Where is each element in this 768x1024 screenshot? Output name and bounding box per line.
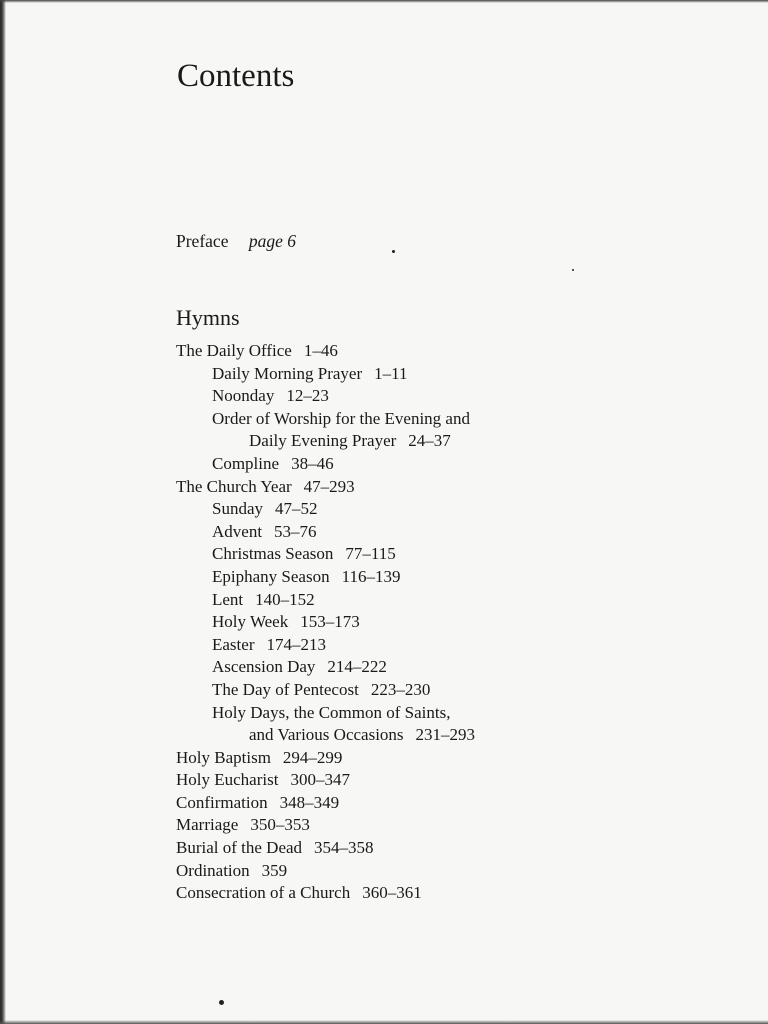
toc-entry-range: 116–139 [341, 566, 401, 586]
toc-entry [176, 363, 736, 386]
toc-entry-range: 294–299 [282, 747, 343, 767]
toc-entry [176, 521, 736, 544]
scan-speck [392, 250, 395, 253]
toc-entry-title: The Day of Pentecost [212, 679, 359, 699]
scan-edge-left [0, 0, 6, 1024]
toc-entry-title: Holy Week [212, 612, 289, 632]
toc-entry [176, 860, 736, 883]
toc-entry [176, 837, 736, 860]
toc-entry [176, 430, 736, 453]
toc-entry-title: Easter [212, 634, 255, 654]
scan-speck [572, 269, 574, 271]
toc-entry [176, 453, 736, 476]
toc-entry [176, 769, 736, 792]
toc-entry [176, 340, 736, 363]
toc-entry-title: Order of Worship for the Evening and [212, 408, 470, 428]
toc-entry [176, 385, 736, 408]
toc-entry-title: Ascension Day [212, 657, 316, 677]
toc-entry-title: Holy Days, the Common of Saints, [212, 702, 451, 722]
toc-entry-range: 360–361 [362, 883, 422, 903]
toc-entry-range: 348–349 [279, 792, 340, 812]
toc-entry-title: Holy Eucharist [176, 770, 279, 790]
toc-entry-title: Marriage [176, 815, 239, 835]
toc-entry [176, 814, 736, 837]
toc-entry-range: 153–173 [300, 612, 360, 632]
preface-entry [176, 230, 296, 252]
toc-entry-title: Confirmation [176, 792, 268, 812]
toc-entry-title: Holy Baptism [176, 747, 271, 767]
table-of-contents [176, 340, 736, 905]
toc-entry [176, 724, 736, 747]
toc-entry-title: Compline [212, 453, 280, 473]
page-title: Contents [177, 58, 295, 94]
toc-entry-range: 231–293 [415, 725, 476, 745]
toc-entry [176, 679, 736, 702]
preface-label: Preface [176, 231, 229, 251]
toc-entry-range: 38–46 [291, 453, 334, 473]
toc-entry-title: Advent [212, 521, 263, 541]
toc-entry-title: and Various Occasions [249, 725, 404, 745]
toc-entry-title: Lent [212, 589, 244, 609]
toc-entry-range: 174–213 [266, 634, 326, 654]
toc-entry [176, 747, 736, 770]
toc-entry-title: Epiphany Season [212, 566, 330, 586]
toc-entry-range: 47–293 [303, 476, 355, 496]
toc-entry-range: 1–46 [303, 341, 338, 360]
toc-entry-title: Burial of the Dead [176, 838, 303, 858]
scan-speck [219, 1000, 224, 1005]
toc-entry-range: 77–115 [345, 544, 396, 564]
toc-entry-title: Sunday [212, 499, 263, 519]
toc-entry-range: 300–347 [290, 770, 350, 790]
toc-entry-title: Daily Morning Prayer [212, 363, 363, 383]
toc-entry [176, 498, 736, 521]
toc-entry-range: 53–76 [274, 521, 317, 541]
toc-entry [176, 408, 736, 431]
toc-entry-title: Daily Evening Prayer [249, 431, 397, 451]
toc-entry [176, 611, 736, 634]
toc-entry [176, 589, 736, 612]
toc-entry-range: 12–23 [286, 386, 329, 406]
toc-entry-title: Ordination [176, 860, 250, 880]
toc-entry [176, 634, 736, 657]
toc-entry-range: 140–152 [255, 589, 315, 609]
toc-entry [176, 543, 736, 566]
toc-entry [176, 566, 736, 589]
toc-entry [176, 702, 736, 725]
toc-entry-range: 223–230 [370, 679, 431, 699]
toc-entry-range: 24–37 [408, 431, 451, 451]
preface-page: page 6 [248, 231, 296, 251]
toc-entry-range: 350–353 [250, 815, 310, 835]
toc-entry-range: 359 [261, 860, 288, 880]
section-heading-hymns: Hymns [176, 305, 240, 330]
toc-entry [176, 882, 736, 905]
toc-entry-range: 214–222 [327, 657, 387, 677]
toc-entry-title: The Daily Office [176, 341, 292, 360]
toc-entry-title: Consecration of a Church [176, 883, 351, 903]
toc-entry [176, 792, 736, 815]
toc-entry [176, 476, 736, 499]
toc-entry [176, 656, 736, 679]
toc-entry-range: 47–52 [275, 499, 318, 519]
toc-entry-title: Noonday [212, 386, 275, 406]
scan-edge-bottom [0, 1020, 768, 1024]
toc-entry-range: 354–358 [314, 838, 374, 858]
toc-entry-range: 1–11 [374, 363, 408, 383]
toc-entry-title: Christmas Season [212, 544, 334, 564]
toc-entry-title: The Church Year [176, 476, 292, 496]
scan-edge-top [0, 0, 768, 3]
